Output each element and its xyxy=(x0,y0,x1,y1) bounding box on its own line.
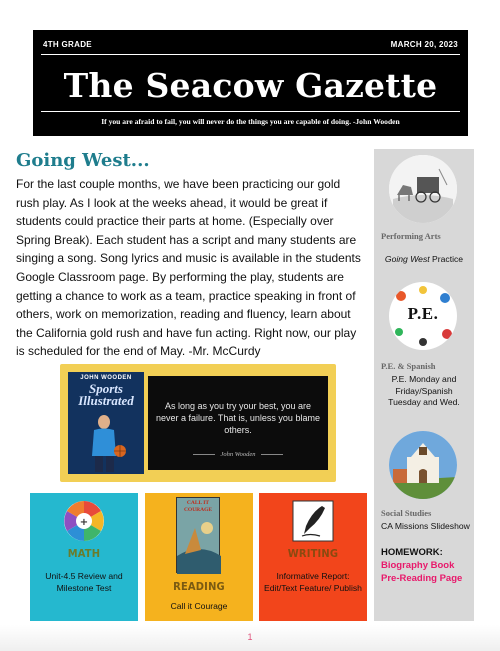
math-wheel-icon xyxy=(62,499,106,543)
performing-arts-heading: Performing Arts xyxy=(381,231,441,241)
writing-text: Informative Report: Edit/Text Feature/ Publish xyxy=(264,571,362,593)
social-studies-heading: Social Studies xyxy=(381,508,432,518)
reading-text: Call it Courage xyxy=(170,601,228,611)
magazine-cover-photo xyxy=(68,372,144,474)
newsletter-title: The Seacow Gazette xyxy=(63,66,438,105)
masthead-quote: If you are afraid to fail, you will never do the things you are capable of doing. -John Wooden xyxy=(101,117,400,126)
sidebar xyxy=(374,149,474,621)
svg-text:+: + xyxy=(79,517,89,528)
pe-badge xyxy=(389,282,457,350)
homework-text: Biography Book Pre-Reading Page xyxy=(381,560,463,584)
book-cover-icon xyxy=(176,497,220,573)
grade-label: 4TH GRADE xyxy=(43,40,92,49)
masthead xyxy=(33,30,468,136)
magazine-cover-name: JOHN WOODEN xyxy=(80,375,132,381)
page-number: 1 xyxy=(247,632,253,642)
stagecoach-icon xyxy=(389,155,457,223)
wooden-quote-card xyxy=(60,364,336,482)
math-tile xyxy=(30,493,138,621)
book-cover-title: CALL IT COURAGE xyxy=(183,500,213,513)
social-studies-text: CA Missions Slideshow xyxy=(381,521,470,531)
writing-heading: WRITING xyxy=(287,547,339,560)
mission-image xyxy=(389,431,457,499)
performing-arts-text: Going West Practice xyxy=(384,254,464,264)
magazine-cover-masthead: Sports Illustrated xyxy=(78,381,134,408)
pe-spanish-text: P.E. Monday and Friday/Spanish Tuesday and Wed. xyxy=(388,374,460,407)
reading-tile xyxy=(145,493,253,621)
quote-author: John Wooden xyxy=(148,451,328,458)
homework-label: HOMEWORK: xyxy=(381,547,443,558)
pe-badge-text: P.E. xyxy=(407,304,439,323)
page-footer xyxy=(0,625,500,651)
math-text: Unit-4.5 Review and Milestone Test xyxy=(45,571,123,593)
quill-icon xyxy=(292,500,334,542)
story-body: For the last couple months, we have been practicing our gold rush play. As I look at the weeks ahead, it would be great if students could practice their parts at home. (Especially over Spring Break). Each student has a script and many students are singing a song. Song lyrics and music is available in the students Google Classroom page. By performing the play, students are getting a chance to work as a team, practice speaking in front of others, work on memorization, reading and fluency, learn about the California gold rush and have fun acting. Right now, our play is scheduled for the end of May. -Mr. McCurdy xyxy=(16,177,361,359)
coach-figure-icon xyxy=(68,372,144,474)
stagecoach-image xyxy=(389,155,457,223)
quote-panel xyxy=(148,376,328,470)
reading-heading: READING xyxy=(173,580,225,593)
writing-tile xyxy=(259,493,367,621)
mission-building-icon xyxy=(389,431,457,499)
pe-spanish-heading: P.E. & Spanish xyxy=(381,361,436,371)
quote-text: As long as you try your best, you are never a failure. That is, unless you blame others. xyxy=(156,401,320,435)
masthead-top-rule xyxy=(41,54,460,55)
math-heading: MATH xyxy=(67,547,101,560)
story-title: Going West... xyxy=(16,150,150,171)
issue-date: MARCH 20, 2023 xyxy=(390,40,458,49)
masthead-bottom-rule xyxy=(41,111,460,112)
